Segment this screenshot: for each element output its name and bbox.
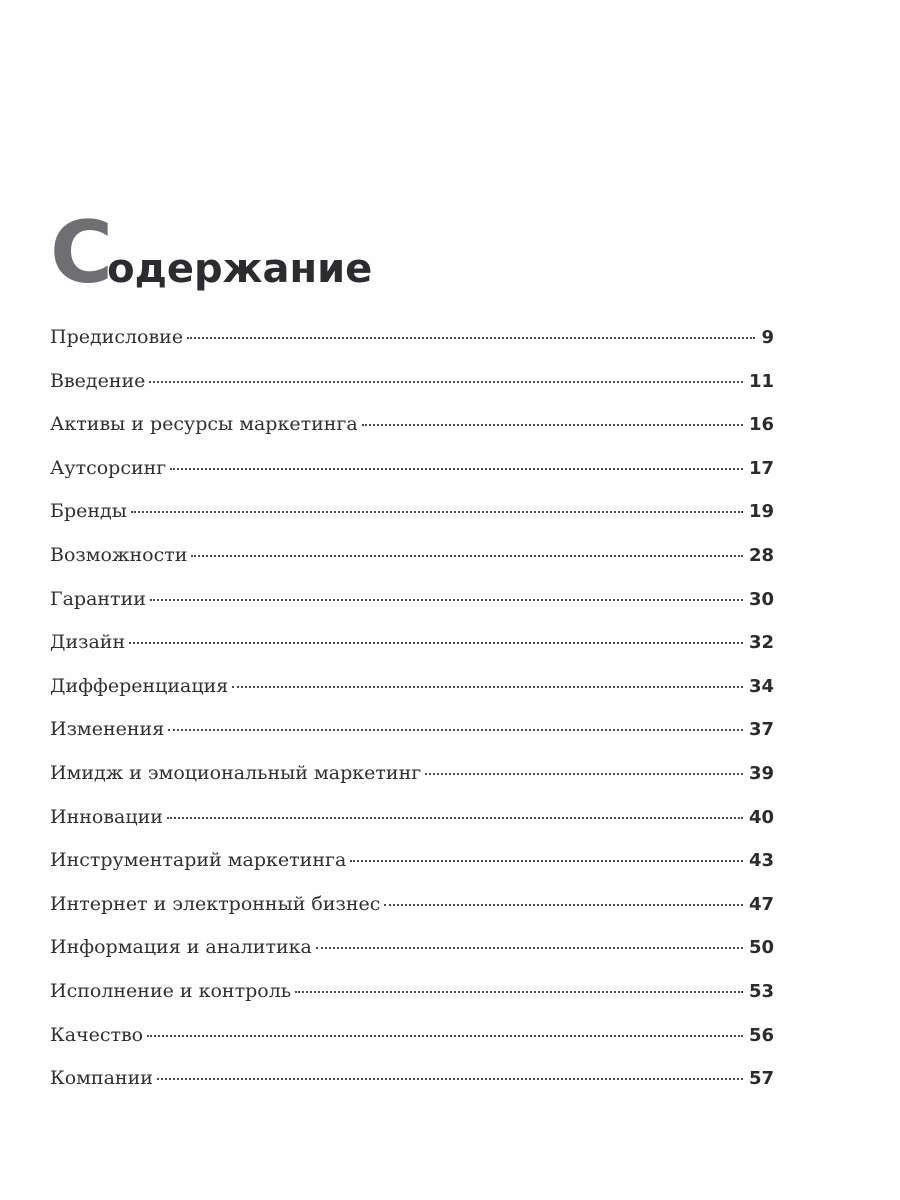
toc-entry-page-number: 16	[748, 414, 774, 436]
toc-entry[interactable]	[50, 588, 774, 632]
toc-entry[interactable]	[50, 457, 774, 501]
toc-entry-page-number: 53	[748, 980, 774, 1002]
toc-dot-leader	[149, 381, 743, 383]
toc-entry-label: Компании	[50, 1067, 153, 1090]
toc-entry[interactable]	[50, 936, 774, 980]
toc-dot-leader	[170, 468, 743, 470]
toc-dot-leader	[147, 1035, 743, 1037]
toc-entry[interactable]	[50, 631, 774, 675]
toc-entry-page-number: 56	[748, 1024, 774, 1046]
toc-entry-page-number: 37	[748, 719, 774, 741]
toc-entry-page-number: 57	[748, 1068, 774, 1090]
toc-entry-page-number: 43	[748, 850, 774, 872]
toc-entry-page-number: 30	[748, 588, 774, 610]
toc-entry-label: Введение	[50, 369, 146, 392]
toc-entry-page-number: 32	[748, 632, 774, 654]
toc-entry-label: Качество	[50, 1023, 144, 1046]
toc-entry-label: Интернет и электронный бизнес	[50, 892, 381, 915]
toc-entry[interactable]	[50, 806, 774, 850]
toc-entry-label: Инновации	[50, 805, 163, 828]
toc-entry[interactable]	[50, 675, 774, 719]
page-title	[50, 203, 373, 303]
toc-entry-label: Гарантии	[50, 587, 146, 610]
toc-dot-leader	[191, 555, 743, 557]
toc-dot-leader	[350, 860, 743, 862]
toc-dot-leader	[232, 686, 743, 688]
toc-dot-leader	[187, 337, 755, 339]
toc-dot-leader	[131, 511, 743, 513]
toc-entry[interactable]	[50, 370, 774, 414]
toc-entry-label: Дифференциация	[50, 674, 229, 697]
toc-entry[interactable]	[50, 980, 774, 1024]
toc-entry-page-number: 9	[761, 327, 774, 348]
toc-entry-label: Предисловие	[50, 326, 184, 348]
toc-entry-label: Возможности	[50, 543, 188, 566]
toc-dot-leader	[425, 773, 743, 775]
toc-dot-leader	[295, 991, 743, 993]
toc-entry[interactable]	[50, 1067, 774, 1111]
toc-entry-label: Информация и аналитика	[50, 936, 312, 959]
toc-dot-leader	[157, 1078, 743, 1080]
toc-entry[interactable]	[50, 718, 774, 762]
toc-entry-label: Бренды	[50, 500, 127, 523]
toc-dot-leader	[150, 599, 743, 601]
toc-entry[interactable]	[50, 500, 774, 544]
toc-dot-leader	[362, 424, 743, 426]
toc-entry-page-number: 50	[748, 937, 774, 959]
toc-entry-page-number: 17	[748, 457, 774, 479]
toc-entry[interactable]	[50, 849, 774, 893]
table-of-contents	[50, 326, 774, 1111]
toc-entry-page-number: 39	[748, 762, 774, 784]
toc-entry-page-number: 28	[748, 544, 774, 566]
toc-entry-label: Дизайн	[50, 631, 126, 654]
toc-entry-label: Изменения	[50, 718, 165, 741]
toc-dot-leader	[167, 817, 743, 819]
toc-entry[interactable]	[50, 1024, 774, 1068]
toc-entry-label: Инструментарий маркетинга	[50, 849, 347, 872]
toc-entry[interactable]	[50, 326, 774, 370]
toc-entry-label: Имидж и эмоциональный маркетинг	[50, 761, 422, 784]
toc-dot-leader	[129, 642, 743, 644]
toc-entry-page-number: 34	[748, 675, 774, 697]
toc-dot-leader	[384, 904, 743, 906]
toc-entry-page-number: 19	[748, 501, 774, 523]
toc-entry-label: Активы и ресурсы маркетинга	[50, 413, 358, 436]
title-text: одержание	[107, 246, 373, 292]
toc-entry-label: Исполнение и контроль	[50, 979, 292, 1002]
toc-entry-label: Аутсорсинг	[50, 456, 167, 479]
toc-entry[interactable]	[50, 762, 774, 806]
toc-entry[interactable]	[50, 893, 774, 937]
toc-dot-leader	[316, 947, 743, 949]
toc-entry-page-number: 47	[748, 893, 774, 915]
toc-entry[interactable]	[50, 544, 774, 588]
toc-entry-page-number: 40	[748, 806, 774, 828]
toc-entry[interactable]	[50, 413, 774, 457]
title-drop-cap: С	[50, 203, 112, 303]
toc-entry-page-number: 11	[748, 370, 774, 392]
toc-dot-leader	[168, 729, 743, 731]
